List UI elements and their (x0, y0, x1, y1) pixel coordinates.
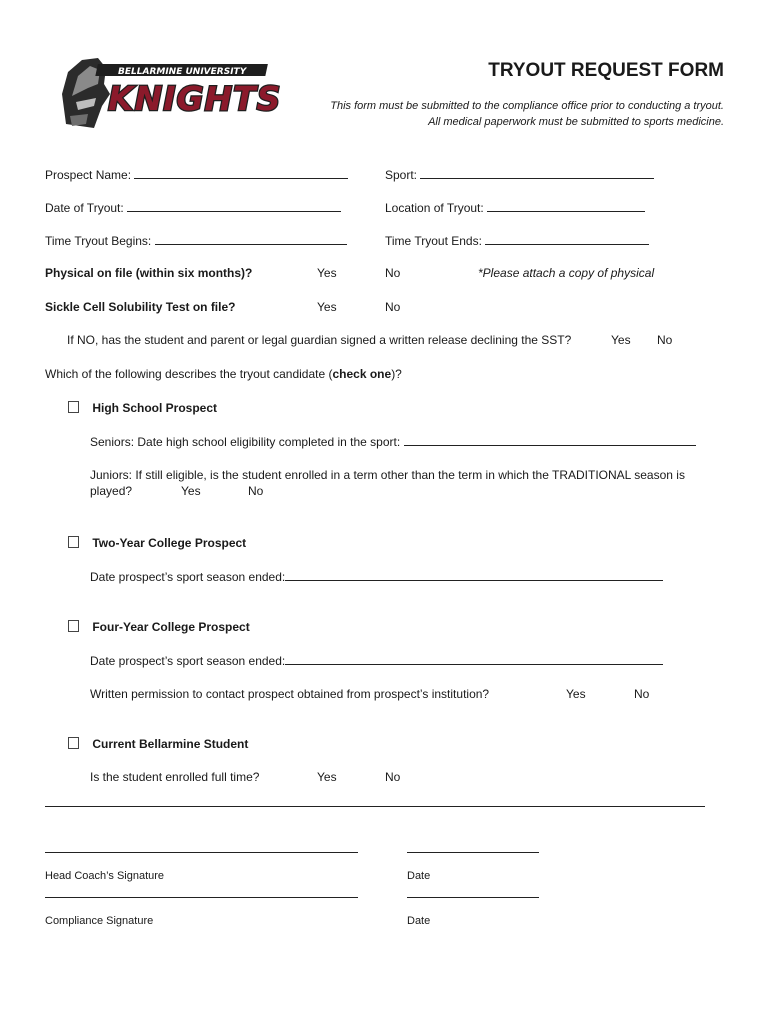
time-begins-field[interactable] (45, 233, 347, 248)
physical-yes-option[interactable]: Yes (317, 266, 337, 280)
bellarmine-knights-logo (58, 54, 290, 132)
four-year-option[interactable] (68, 620, 250, 634)
four-year-label: Four-Year College Prospect (92, 620, 250, 634)
head-coach-signature-label: Head Coach’s Signature (45, 870, 165, 882)
sport-line[interactable] (420, 167, 654, 179)
high-school-option[interactable] (68, 401, 217, 415)
permission-no-option[interactable]: No (634, 687, 650, 701)
four-year-season-field[interactable] (90, 653, 663, 668)
full-time-no-option[interactable]: No (385, 770, 401, 784)
permission-question: Written permission to contact prospect obtained from prospect’s institution? (90, 687, 490, 701)
location-of-tryout-line[interactable] (487, 200, 645, 212)
two-year-season-field[interactable] (90, 569, 663, 584)
juniors-question-cont: played? (90, 484, 133, 498)
four-year-checkbox[interactable] (68, 620, 79, 632)
section-divider (45, 806, 705, 807)
physical-no-option[interactable]: No (385, 266, 401, 280)
candidate-type-question: Which of the following describes the tryout candidate (check one)? (45, 367, 402, 381)
submission-note: This form must be submitted to the compliance office prior to conducting a tryout. (330, 100, 724, 112)
svg-text:KNIGHTS: KNIGHTS (108, 79, 282, 118)
seniors-field[interactable] (90, 434, 696, 449)
sickle-yes-option[interactable]: Yes (317, 300, 337, 314)
juniors-question: Juniors: If still eligible, is the student enrolled in a term other than the term in which the TRADITIONAL season is (90, 468, 685, 482)
medical-note: All medical paperwork must be submitted to sports medicine. (428, 116, 724, 128)
sport-label: Sport: (385, 168, 418, 182)
two-year-season-label: Date prospect’s sport season ended: (90, 570, 286, 584)
physical-question: Physical on file (within six months)? (45, 266, 253, 280)
four-year-season-line[interactable] (285, 653, 663, 665)
permission-yes-option[interactable]: Yes (566, 687, 586, 701)
juniors-no-option[interactable]: No (248, 484, 264, 498)
location-of-tryout-field[interactable] (385, 200, 645, 215)
two-year-checkbox[interactable] (68, 536, 79, 548)
head-coach-signature-line[interactable] (45, 852, 358, 853)
head-coach-date-line[interactable] (407, 852, 539, 853)
two-year-label: Two-Year College Prospect (92, 536, 247, 550)
compliance-signature-line[interactable] (45, 897, 358, 898)
physical-attach-note: *Please attach a copy of physical (478, 266, 655, 280)
sport-field[interactable] (385, 167, 654, 182)
two-year-option[interactable] (68, 536, 246, 550)
time-ends-label: Time Tryout Ends: (385, 234, 482, 248)
current-student-label: Current Bellarmine Student (92, 737, 249, 751)
time-ends-line[interactable] (485, 233, 649, 245)
two-year-season-line[interactable] (285, 569, 663, 581)
seniors-label: Seniors: Date high school eligibility completed in the sport: (90, 435, 401, 449)
four-year-season-label: Date prospect’s sport season ended: (90, 654, 286, 668)
sickle-cell-question: Sickle Cell Solubility Test on file? (45, 300, 236, 314)
time-begins-line[interactable] (155, 233, 347, 245)
svg-text:BELLARMINE UNIVERSITY: BELLARMINE UNIVERSITY (118, 67, 247, 77)
time-begins-label: Time Tryout Begins: (45, 234, 152, 248)
date-of-tryout-line[interactable] (127, 200, 341, 212)
sst-release-yes-option[interactable]: Yes (611, 333, 631, 347)
sst-release-question: If NO, has the student and parent or legal guardian signed a written release declining the SST? (67, 333, 572, 347)
compliance-date-label: Date (407, 915, 431, 927)
high-school-checkbox[interactable] (68, 401, 79, 413)
full-time-yes-option[interactable]: Yes (317, 770, 337, 784)
high-school-label: High School Prospect (92, 401, 218, 415)
location-of-tryout-label: Location of Tryout: (385, 201, 484, 215)
compliance-date-line[interactable] (407, 897, 539, 898)
prospect-name-field[interactable] (45, 167, 348, 182)
seniors-line[interactable] (404, 434, 696, 446)
prospect-name-label: Prospect Name: (45, 168, 132, 182)
prospect-name-line[interactable] (134, 167, 348, 179)
juniors-yes-option[interactable]: Yes (181, 484, 201, 498)
sickle-no-option[interactable]: No (385, 300, 401, 314)
date-of-tryout-label: Date of Tryout: (45, 201, 124, 215)
compliance-signature-label: Compliance Signature (45, 915, 154, 927)
current-student-option[interactable] (68, 737, 248, 751)
current-student-checkbox[interactable] (68, 737, 79, 749)
date-of-tryout-field[interactable] (45, 200, 341, 215)
time-ends-field[interactable] (385, 233, 649, 248)
sst-release-no-option[interactable]: No (657, 333, 673, 347)
head-coach-date-label: Date (407, 870, 431, 882)
full-time-question: Is the student enrolled full time? (90, 770, 260, 784)
form-title: TRYOUT REQUEST FORM (488, 60, 724, 81)
